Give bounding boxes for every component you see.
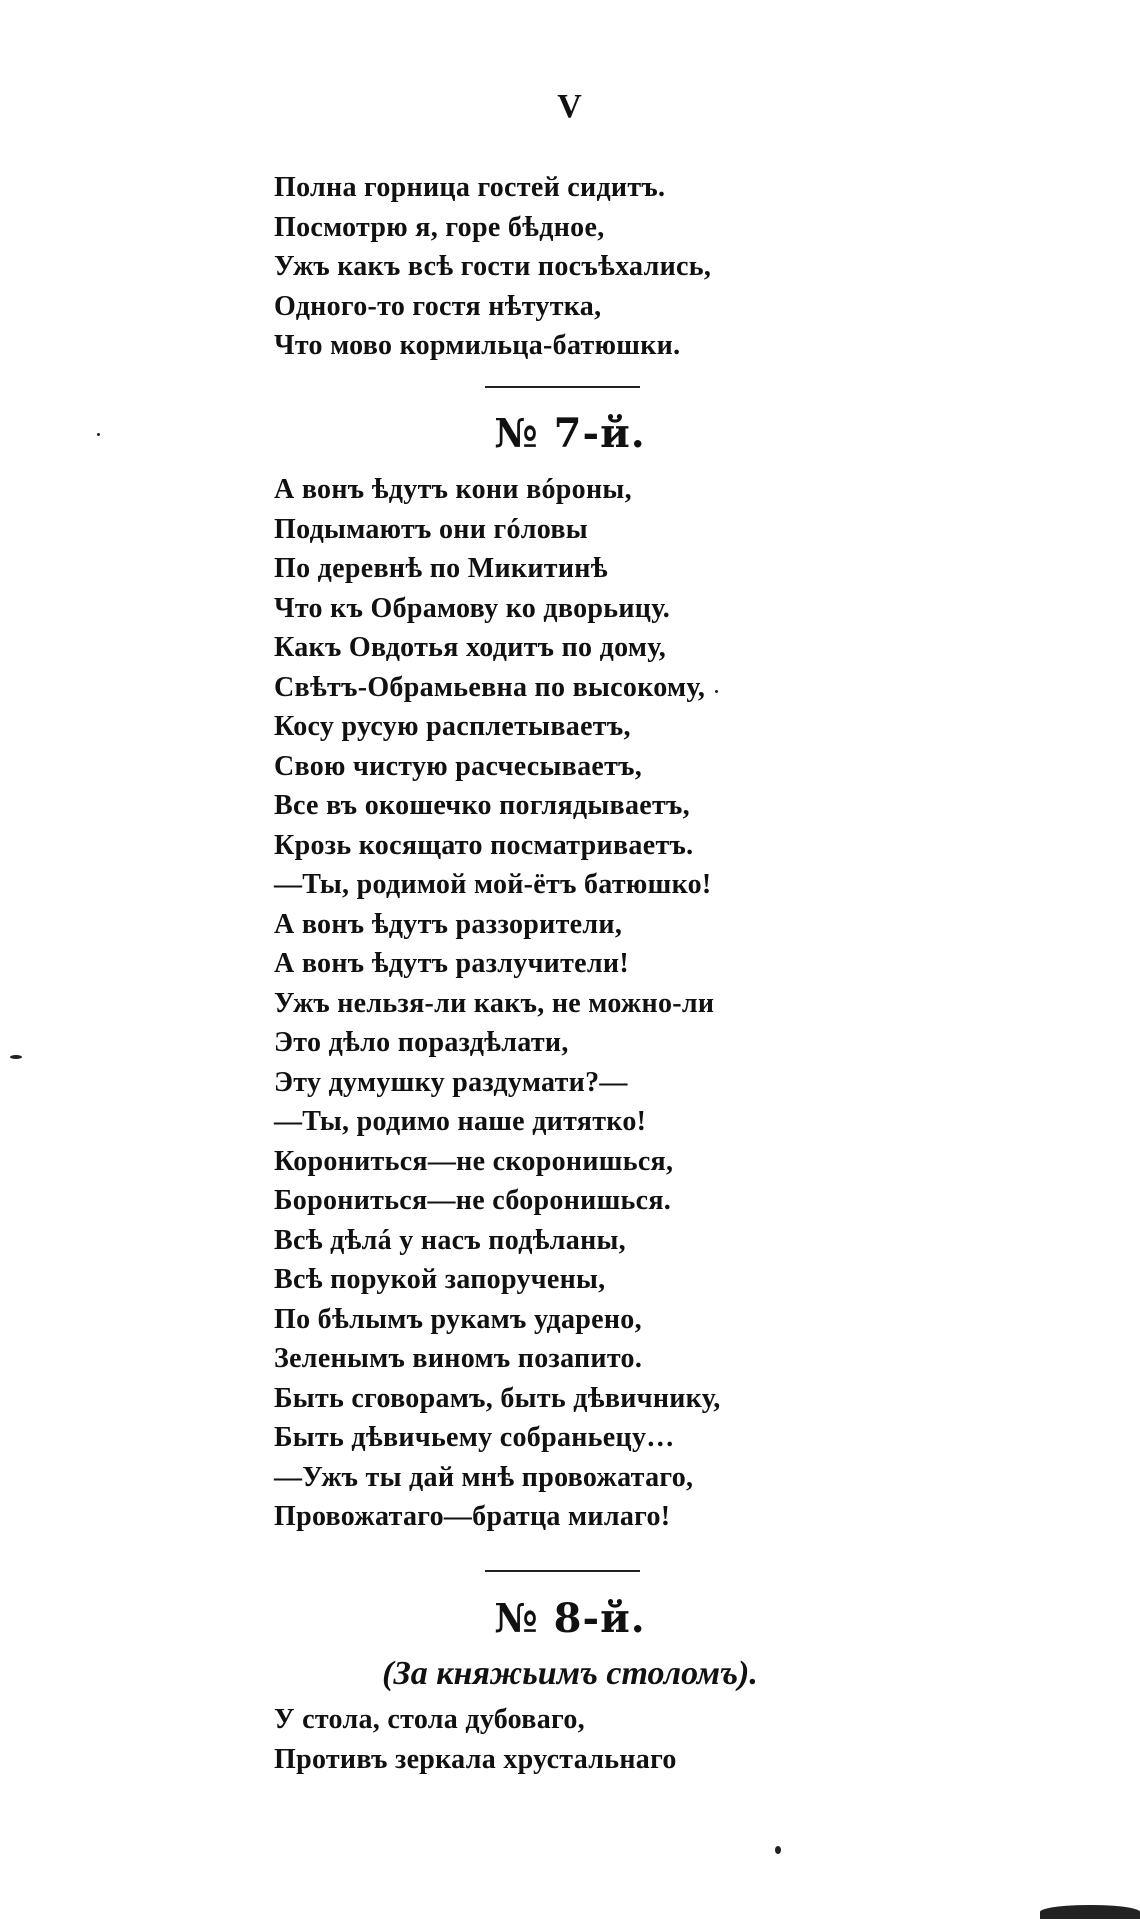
scan-speck (10, 1055, 22, 1059)
scan-speck (1040, 1905, 1140, 1919)
poem-line: Борониться—не сборонишься. (274, 1185, 672, 1216)
poem-line: —Ты, родимой мой-ётъ батюшко! (274, 869, 712, 900)
poem-line: Быть сговорамъ, быть дѣвичнику, (274, 1382, 721, 1414)
poem-line: По бѣлымъ рукамъ ударено, (274, 1303, 642, 1335)
poem-line: А вонъ ѣдутъ разлучители! (274, 948, 629, 979)
poem-line: У стола, стола дубоваго, (274, 1704, 585, 1735)
poem-line: Эту думушку раздумати?— (274, 1066, 628, 1098)
poem-8 (274, 1700, 894, 1779)
scan-speck (715, 690, 718, 693)
poem-line: А вонъ ѣдутъ кони вóроны, (274, 474, 632, 505)
poem-line: Это дѣло пораздѣлати, (274, 1027, 569, 1058)
poem-line: Крозь косящато посматриваетъ. (274, 829, 694, 861)
poem-line: Быть дѣвичьему собраньецу… (274, 1422, 675, 1453)
poem-line: Провожатаго—братца милаго! (274, 1501, 671, 1532)
section-heading: № 7-й. (494, 410, 646, 457)
poem-continuation (274, 168, 894, 366)
poem-line: Подымаютъ они гóловы (274, 513, 588, 545)
poem-line: Ужъ какъ всѣ гости посъѣхались, (274, 251, 712, 282)
poem-line: А вонъ ѣдутъ раззорители, (274, 908, 623, 940)
section-subtitle: (За княжьимъ столомъ). (382, 1655, 758, 1692)
poem-line: Полна горница гостей сидитъ. (274, 172, 666, 203)
scan-speck (775, 1846, 781, 1854)
poem-line: Всѣ дѣлá у насъ подѣланы, (274, 1224, 626, 1256)
poem-line: Зеленымъ виномъ позапито. (274, 1343, 643, 1374)
poem-line: Что мово кормильца-батюшки. (274, 330, 681, 361)
page-number: V (557, 88, 583, 125)
poem-line: Противъ зеркала хрустальнаго (274, 1743, 677, 1775)
poem-line: —Ты, родимо наше дитятко! (274, 1106, 647, 1137)
poem-line: Всѣ порукой запоручены, (274, 1264, 606, 1295)
poem-line: По деревнѣ по Микитинѣ (274, 553, 608, 584)
poem-line: Ужъ нельзя-ли какъ, не можно-ли (274, 987, 715, 1019)
section-heading: № 8-й. (494, 1595, 646, 1642)
poem-line: Какъ Овдотья ходитъ по дому, (274, 632, 667, 663)
poem-line: Все въ окошечко поглядываетъ, (274, 790, 690, 821)
poem-line: Свѣтъ-Обрамьевна по высокому, (274, 671, 706, 703)
section-divider (485, 386, 640, 388)
poem-line: Одного-то гостя нѣтутка, (274, 290, 602, 322)
scan-speck (97, 433, 100, 436)
poem-7 (274, 470, 894, 1537)
poem-line: Свою чистую расчесываетъ, (274, 750, 643, 782)
poem-line: Корониться—не скоронишься, (274, 1145, 674, 1177)
poem-line: Что къ Обрамову ко дворьицу. (274, 592, 671, 624)
poem-line: —Ужъ ты дай мнѣ провожатаго, (274, 1461, 694, 1493)
poem-line: Косу русую расплетываетъ, (274, 711, 631, 742)
poem-line: Посмотрю я, горе бѣдное, (274, 211, 605, 243)
section-divider (485, 1570, 640, 1572)
